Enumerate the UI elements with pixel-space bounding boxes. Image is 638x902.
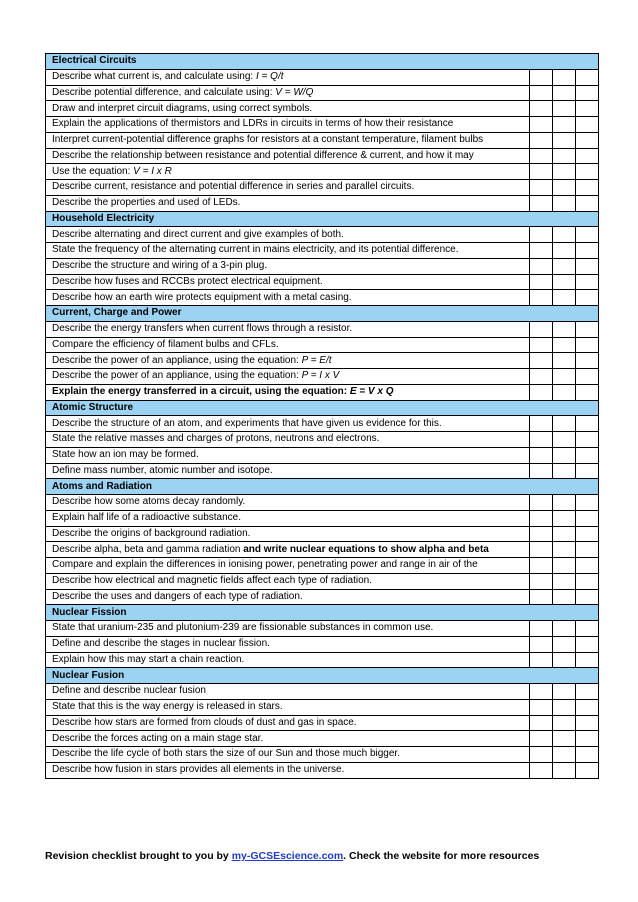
section-title: Atomic Structure xyxy=(46,400,599,416)
checklist-item-text xyxy=(46,258,530,274)
checklist-item-text xyxy=(46,369,530,385)
checklist-row xyxy=(46,589,599,605)
checkbox-1[interactable] xyxy=(530,290,553,306)
item-text: Compare and explain the differences in ionising power, penetrating power and range in air of the xyxy=(52,559,478,571)
checkbox-3[interactable] xyxy=(576,652,599,668)
item-text: Describe how some atoms decay randomly. xyxy=(52,496,246,508)
checkbox-3[interactable] xyxy=(576,731,599,747)
checkbox-2[interactable] xyxy=(553,369,576,385)
checkbox-2[interactable] xyxy=(553,195,576,211)
checklist-item-text xyxy=(46,243,530,259)
checklist-item-text xyxy=(46,715,530,731)
checkbox-2[interactable] xyxy=(553,684,576,700)
checklist-row xyxy=(46,290,599,306)
checklist-row xyxy=(46,195,599,211)
item-text: Describe the life cycle of both stars the size of our Sun and those much bigger. xyxy=(52,748,400,760)
checkbox-2[interactable] xyxy=(553,762,576,778)
checklist-row xyxy=(46,117,599,133)
checkbox-1[interactable] xyxy=(530,195,553,211)
checkbox-2[interactable] xyxy=(553,164,576,180)
checkbox-1[interactable] xyxy=(530,148,553,164)
item-text: Describe the relationship between resistance and potential difference & current, and how it may xyxy=(52,149,474,161)
checkbox-2[interactable] xyxy=(553,652,576,668)
item-text: Describe how fuses and RCCBs protect electrical equipment. xyxy=(52,275,323,287)
checklist-item-text xyxy=(46,447,530,463)
item-text: Define and describe the stages in nuclear fission. xyxy=(52,638,270,650)
checkbox-3[interactable] xyxy=(576,542,599,558)
checkbox-1[interactable] xyxy=(530,164,553,180)
item-text: Describe how fusion in stars provides all elements in the universe. xyxy=(52,764,345,776)
checklist-row xyxy=(46,132,599,148)
item-text: Describe the power of an appliance, using the equation: xyxy=(52,370,302,382)
checklist-item-text xyxy=(46,621,530,637)
checklist-row xyxy=(46,148,599,164)
checkbox-1[interactable] xyxy=(530,69,553,85)
item-text: State the frequency of the alternating current in mains electricity, and its potential difference. xyxy=(52,244,459,256)
checklist-item-text xyxy=(46,731,530,747)
item-text: State that uranium-235 and plutonium-239 are fissionable substances in common use. xyxy=(52,622,434,634)
checkbox-2[interactable] xyxy=(553,747,576,763)
checkbox-1[interactable] xyxy=(530,463,553,479)
checkbox-3[interactable] xyxy=(576,180,599,196)
checkbox-3[interactable] xyxy=(576,510,599,526)
checkbox-2[interactable] xyxy=(553,132,576,148)
checklist-item-text xyxy=(46,589,530,605)
website-link[interactable]: my-GCSEscience.com xyxy=(231,850,344,862)
item-text: Describe how an earth wire protects equipment with a metal casing. xyxy=(52,291,352,303)
checklist-row xyxy=(46,258,599,274)
item-text: State how an ion may be formed. xyxy=(52,449,199,461)
checklist-item-text xyxy=(46,164,530,180)
section-header-row xyxy=(46,54,599,70)
checkbox-2[interactable] xyxy=(553,227,576,243)
checklist-item-text xyxy=(46,510,530,526)
checkbox-2[interactable] xyxy=(553,353,576,369)
checklist-row xyxy=(46,762,599,778)
checkbox-1[interactable] xyxy=(530,558,553,574)
checkbox-1[interactable] xyxy=(530,321,553,337)
checkbox-2[interactable] xyxy=(553,510,576,526)
equation-text: P = E/t xyxy=(301,354,332,366)
checkbox-1[interactable] xyxy=(530,636,553,652)
checklist-item-text xyxy=(46,85,530,101)
checklist-item-text xyxy=(46,117,530,133)
checkbox-3[interactable] xyxy=(576,684,599,700)
checklist-item-text xyxy=(46,416,530,432)
checkbox-2[interactable] xyxy=(553,321,576,337)
checklist-row xyxy=(46,747,599,763)
checklist-item-text xyxy=(46,432,530,448)
item-text: Describe potential difference, and calculate using: xyxy=(52,86,276,98)
checkbox-1[interactable] xyxy=(530,699,553,715)
checkbox-3[interactable] xyxy=(576,416,599,432)
checkbox-1[interactable] xyxy=(530,117,553,133)
checkbox-3[interactable] xyxy=(576,85,599,101)
checkbox-2[interactable] xyxy=(553,117,576,133)
checkbox-1[interactable] xyxy=(530,337,553,353)
checkbox-3[interactable] xyxy=(576,321,599,337)
checkbox-3[interactable] xyxy=(576,715,599,731)
checklist-item-text xyxy=(46,101,530,117)
checkbox-1[interactable] xyxy=(530,274,553,290)
checkbox-1[interactable] xyxy=(530,258,553,274)
checkbox-1[interactable] xyxy=(530,573,553,589)
checklist-row xyxy=(46,180,599,196)
checklist-row xyxy=(46,542,599,558)
checkbox-3[interactable] xyxy=(576,573,599,589)
section-title: Nuclear Fission xyxy=(46,605,599,621)
checkbox-2[interactable] xyxy=(553,558,576,574)
checkbox-2[interactable] xyxy=(553,243,576,259)
checkbox-1[interactable] xyxy=(530,132,553,148)
checkbox-1[interactable] xyxy=(530,495,553,511)
checkbox-3[interactable] xyxy=(576,463,599,479)
checkbox-1[interactable] xyxy=(530,243,553,259)
checklist-item-text xyxy=(46,542,530,558)
checkbox-2[interactable] xyxy=(553,101,576,117)
checkbox-2[interactable] xyxy=(553,85,576,101)
checklist-row xyxy=(46,69,599,85)
checklist-item-text xyxy=(46,321,530,337)
checkbox-3[interactable] xyxy=(576,526,599,542)
checklist-row xyxy=(46,416,599,432)
item-text: State the relative masses and charges of protons, neutrons and electrons. xyxy=(52,433,380,445)
item-text: State that this is the way energy is released in stars. xyxy=(52,701,283,713)
checklist-row xyxy=(46,636,599,652)
section-title: Household Electricity xyxy=(46,211,599,227)
section-title: Atoms and Radiation xyxy=(46,479,599,495)
checklist-row xyxy=(46,353,599,369)
checklist-row xyxy=(46,432,599,448)
checklist-row xyxy=(46,321,599,337)
item-text: Describe alternating and direct current and give examples of both. xyxy=(52,228,344,240)
checklist-item-text xyxy=(46,526,530,542)
item-text: Describe what current is, and calculate using: xyxy=(52,71,256,83)
footer-prefix: Revision checklist brought to you by xyxy=(45,850,232,862)
equation-text: V = I x R xyxy=(133,165,172,177)
checklist-row xyxy=(46,369,599,385)
checklist-item-text xyxy=(46,69,530,85)
checklist-row xyxy=(46,447,599,463)
checklist-row xyxy=(46,558,599,574)
checklist-item-text xyxy=(46,747,530,763)
checklist-item-text xyxy=(46,337,530,353)
checkbox-1[interactable] xyxy=(530,384,553,400)
checkbox-1[interactable] xyxy=(530,715,553,731)
item-text: Describe the uses and dangers of each type of radiation. xyxy=(52,590,303,602)
checkbox-3[interactable] xyxy=(576,195,599,211)
checklist-item-text xyxy=(46,684,530,700)
checklist-row xyxy=(46,573,599,589)
checkbox-2[interactable] xyxy=(553,274,576,290)
checklist-item-text xyxy=(46,495,530,511)
item-text: Describe current, resistance and potential difference in series and parallel circuits. xyxy=(52,181,415,193)
checklist-body xyxy=(46,54,599,779)
equation-text: I = Q/t xyxy=(256,71,284,83)
checkbox-1[interactable] xyxy=(530,747,553,763)
section-header-row xyxy=(46,306,599,322)
checkbox-3[interactable] xyxy=(576,164,599,180)
checkbox-1[interactable] xyxy=(530,353,553,369)
item-text: Describe the forces acting on a main stage star. xyxy=(52,732,264,744)
item-text: Describe the structure of an atom, and experiments that have given us evidence for this. xyxy=(52,417,442,429)
checkbox-3[interactable] xyxy=(576,747,599,763)
checklist-item-text xyxy=(46,463,530,479)
item-text: Explain the energy transferred in a circuit, using the equation: xyxy=(52,386,350,398)
checkbox-1[interactable] xyxy=(530,684,553,700)
checklist-row xyxy=(46,526,599,542)
section-header-row xyxy=(46,400,599,416)
checklist-item-text xyxy=(46,384,530,400)
checklist-item-text xyxy=(46,762,530,778)
item-text: Compare the efficiency of filament bulbs and CFLs. xyxy=(52,338,279,350)
checkbox-2[interactable] xyxy=(553,573,576,589)
checkbox-2[interactable] xyxy=(553,636,576,652)
checkbox-1[interactable] xyxy=(530,542,553,558)
checkbox-3[interactable] xyxy=(576,148,599,164)
checkbox-3[interactable] xyxy=(576,227,599,243)
checkbox-3[interactable] xyxy=(576,432,599,448)
checkbox-3[interactable] xyxy=(576,621,599,637)
checkbox-2[interactable] xyxy=(553,542,576,558)
checklist-item-text xyxy=(46,290,530,306)
revision-checklist-table xyxy=(45,53,599,779)
checkbox-1[interactable] xyxy=(530,369,553,385)
checklist-row xyxy=(46,164,599,180)
checkbox-2[interactable] xyxy=(553,699,576,715)
checkbox-1[interactable] xyxy=(530,731,553,747)
checklist-item-text xyxy=(46,558,530,574)
checklist-row xyxy=(46,652,599,668)
checkbox-2[interactable] xyxy=(553,337,576,353)
item-text: Describe the properties and used of LEDs. xyxy=(52,197,241,209)
checkbox-1[interactable] xyxy=(530,621,553,637)
checkbox-1[interactable] xyxy=(530,180,553,196)
checkbox-3[interactable] xyxy=(576,132,599,148)
checkbox-3[interactable] xyxy=(576,558,599,574)
checkbox-3[interactable] xyxy=(576,117,599,133)
checklist-row xyxy=(46,101,599,117)
checkbox-3[interactable] xyxy=(576,447,599,463)
checkbox-2[interactable] xyxy=(553,495,576,511)
checkbox-1[interactable] xyxy=(530,652,553,668)
checkbox-1[interactable] xyxy=(530,589,553,605)
item-text: Explain the applications of thermistors and LDRs in circuits in terms of how their resistance xyxy=(52,118,454,130)
checkbox-3[interactable] xyxy=(576,243,599,259)
checkbox-1[interactable] xyxy=(530,227,553,243)
checklist-item-text xyxy=(46,652,530,668)
checkbox-3[interactable] xyxy=(576,258,599,274)
checkbox-2[interactable] xyxy=(553,384,576,400)
item-text: Describe the energy transfers when current flows through a resistor. xyxy=(52,323,353,335)
checklist-row xyxy=(46,495,599,511)
equation-text: E = V x Q xyxy=(349,386,394,398)
item-text: Describe how electrical and magnetic fields affect each type of radiation. xyxy=(52,575,372,587)
item-text: Explain how this may start a chain reaction. xyxy=(52,653,245,665)
checklist-row xyxy=(46,715,599,731)
checkbox-1[interactable] xyxy=(530,447,553,463)
item-text: Explain half life of a radioactive substance. xyxy=(52,512,241,524)
equation-text: V = W/Q xyxy=(275,86,314,98)
checklist-row xyxy=(46,243,599,259)
checkbox-3[interactable] xyxy=(576,699,599,715)
checklist-item-text xyxy=(46,353,530,369)
checkbox-3[interactable] xyxy=(576,69,599,85)
item-text: Interpret current-potential difference graphs for resistors at a constant temperature, filament bulbs xyxy=(52,134,484,146)
checklist-row xyxy=(46,699,599,715)
checklist-row xyxy=(46,463,599,479)
item-text: Use the equation: xyxy=(52,165,134,177)
checkbox-1[interactable] xyxy=(530,416,553,432)
checkbox-2[interactable] xyxy=(553,447,576,463)
checkbox-1[interactable] xyxy=(530,85,553,101)
checkbox-3[interactable] xyxy=(576,290,599,306)
checklist-item-text xyxy=(46,148,530,164)
checkbox-2[interactable] xyxy=(553,416,576,432)
section-header-row xyxy=(46,211,599,227)
checklist-item-text xyxy=(46,227,530,243)
checkbox-2[interactable] xyxy=(553,258,576,274)
item-text: Describe the origins of background radiation. xyxy=(52,527,251,539)
checkbox-1[interactable] xyxy=(530,510,553,526)
checklist-row xyxy=(46,227,599,243)
checklist-row xyxy=(46,684,599,700)
checkbox-2[interactable] xyxy=(553,526,576,542)
checklist-row xyxy=(46,621,599,637)
item-text: and write nuclear equations to show alpha and beta xyxy=(243,543,489,555)
checklist-item-text xyxy=(46,132,530,148)
item-text: Draw and interpret circuit diagrams, using correct symbols. xyxy=(52,102,313,114)
section-title: Electrical Circuits xyxy=(46,54,599,70)
checkbox-2[interactable] xyxy=(553,69,576,85)
checklist-item-text xyxy=(46,180,530,196)
equation-text: P = I x V xyxy=(301,370,340,382)
checkbox-3[interactable] xyxy=(576,101,599,117)
checkbox-3[interactable] xyxy=(576,369,599,385)
checklist-row xyxy=(46,337,599,353)
section-header-row xyxy=(46,668,599,684)
checkbox-3[interactable] xyxy=(576,337,599,353)
item-text: Describe the power of an appliance, using the equation: xyxy=(52,354,302,366)
section-header-row xyxy=(46,479,599,495)
checkbox-1[interactable] xyxy=(530,526,553,542)
checkbox-3[interactable] xyxy=(576,495,599,511)
checklist-row xyxy=(46,274,599,290)
checkbox-3[interactable] xyxy=(576,274,599,290)
item-text: Describe alpha, beta and gamma radiation xyxy=(52,543,244,555)
item-text: Define mass number, atomic number and isotope. xyxy=(52,464,273,476)
checklist-item-text xyxy=(46,195,530,211)
checkbox-2[interactable] xyxy=(553,148,576,164)
checklist-row xyxy=(46,510,599,526)
checkbox-3[interactable] xyxy=(576,762,599,778)
checkbox-2[interactable] xyxy=(553,731,576,747)
checkbox-3[interactable] xyxy=(576,353,599,369)
footer-suffix: . Check the website for more resources xyxy=(343,850,540,862)
checkbox-3[interactable] xyxy=(576,636,599,652)
checkbox-2[interactable] xyxy=(553,715,576,731)
section-header-row xyxy=(46,605,599,621)
checklist-item-text xyxy=(46,573,530,589)
checkbox-1[interactable] xyxy=(530,432,553,448)
checkbox-2[interactable] xyxy=(553,432,576,448)
checklist-row xyxy=(46,85,599,101)
checkbox-2[interactable] xyxy=(553,463,576,479)
item-text: Describe the structure and wiring of a 3-pin plug. xyxy=(52,260,268,272)
checkbox-2[interactable] xyxy=(553,180,576,196)
footer xyxy=(45,850,605,862)
checkbox-2[interactable] xyxy=(553,589,576,605)
checklist-item-text xyxy=(46,274,530,290)
checklist-row xyxy=(46,384,599,400)
checkbox-1[interactable] xyxy=(530,762,553,778)
section-title: Nuclear Fusion xyxy=(46,668,599,684)
checkbox-1[interactable] xyxy=(530,101,553,117)
checkbox-2[interactable] xyxy=(553,621,576,637)
checkbox-3[interactable] xyxy=(576,384,599,400)
checkbox-3[interactable] xyxy=(576,589,599,605)
checklist-item-text xyxy=(46,636,530,652)
checkbox-2[interactable] xyxy=(553,290,576,306)
checklist-item-text xyxy=(46,699,530,715)
item-text: Describe how stars are formed from clouds of dust and gas in space. xyxy=(52,716,357,728)
section-title: Current, Charge and Power xyxy=(46,306,599,322)
checklist-row xyxy=(46,731,599,747)
item-text: Define and describe nuclear fusion xyxy=(52,685,206,697)
